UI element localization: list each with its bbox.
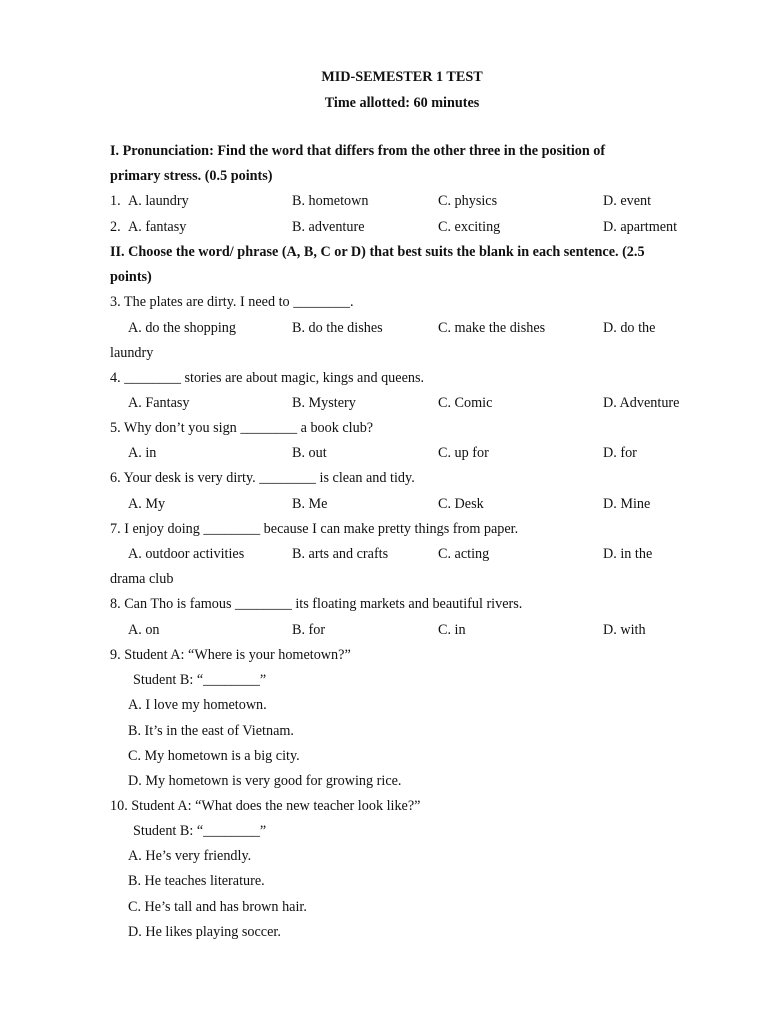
option-d: D. for bbox=[603, 445, 637, 461]
option-b: B. out bbox=[292, 445, 327, 461]
option-a: A. My bbox=[128, 496, 166, 512]
option-c: C. up for bbox=[438, 445, 489, 461]
option-d: D. apartment bbox=[603, 219, 678, 235]
option-d: D. do the bbox=[603, 320, 656, 336]
option-a: A. Fantasy bbox=[128, 395, 190, 411]
option-d: D. in the bbox=[603, 546, 653, 562]
option-b: B. It’s in the east of Vietnam. bbox=[128, 723, 294, 739]
option-d-wrap: laundry bbox=[110, 345, 154, 361]
option-a: A. I love my hometown. bbox=[128, 697, 267, 713]
option-d: D. Mine bbox=[603, 496, 651, 512]
question-stem: 5. Why don’t you sign ________ a book club? bbox=[110, 420, 374, 436]
question-stem: 7. I enjoy doing ________ because I can make pretty things from paper. bbox=[110, 521, 519, 537]
option-d: D. Adventure bbox=[603, 395, 680, 411]
option-d-wrap: drama club bbox=[110, 571, 174, 587]
option-b: B. arts and crafts bbox=[292, 546, 389, 562]
option-c: C. physics bbox=[438, 193, 498, 209]
section2-heading-cont: points) bbox=[110, 269, 152, 285]
option-a: A. laundry bbox=[128, 193, 189, 209]
option-b: B. do the dishes bbox=[292, 320, 383, 336]
option-d: D. with bbox=[603, 622, 646, 638]
option-c: C. He’s tall and has brown hair. bbox=[128, 899, 307, 915]
question-stem: 8. Can Tho is famous ________ its floating markets and beautiful rivers. bbox=[110, 596, 523, 612]
option-b: B. for bbox=[292, 622, 326, 638]
section2-heading: II. Choose the word/ phrase (A, B, C or D) that best suits the blank in each sentence. (2.5 bbox=[110, 244, 645, 260]
option-b: B. adventure bbox=[292, 219, 365, 235]
option-c: C. exciting bbox=[438, 219, 501, 235]
option-b: B. He teaches literature. bbox=[128, 873, 265, 889]
option-d: D. event bbox=[603, 193, 652, 209]
option-a: A. outdoor activities bbox=[128, 546, 245, 562]
student-b-line: Student B: “________” bbox=[133, 672, 267, 688]
option-c: C. in bbox=[438, 622, 466, 638]
option-b: B. hometown bbox=[292, 193, 369, 209]
test-title: MID-SEMESTER 1 TEST bbox=[321, 69, 483, 85]
option-d: D. He likes playing soccer. bbox=[128, 924, 281, 940]
option-d: D. My hometown is very good for growing rice. bbox=[128, 773, 402, 789]
option-a: A. He’s very friendly. bbox=[128, 848, 252, 864]
option-c: C. Desk bbox=[438, 496, 484, 512]
option-a: A. fantasy bbox=[128, 219, 187, 235]
question-stem: 6. Your desk is very dirty. ________ is clean and tidy. bbox=[110, 470, 415, 486]
option-a: A. do the shopping bbox=[128, 320, 236, 336]
question-stem: 3. The plates are dirty. I need to ________. bbox=[110, 294, 354, 310]
student-b-line: Student B: “________” bbox=[133, 823, 267, 839]
option-a: A. on bbox=[128, 622, 160, 638]
time-allotted: Time allotted: 60 minutes bbox=[324, 95, 480, 111]
option-a: A. in bbox=[128, 445, 157, 461]
option-c: C. My hometown is a big city. bbox=[128, 748, 300, 764]
question-stem: 10. Student A: “What does the new teacher look like?” bbox=[110, 798, 421, 814]
question-number: 2. bbox=[110, 219, 121, 235]
option-b: B. Me bbox=[292, 496, 328, 512]
option-b: B. Mystery bbox=[292, 395, 356, 411]
question-number: 1. bbox=[110, 193, 121, 209]
section1-heading: I. Pronunciation: Find the word that differs from the other three in the position of bbox=[110, 143, 606, 159]
option-c: C. Comic bbox=[438, 395, 493, 411]
question-stem: 4. ________ stories are about magic, kings and queens. bbox=[110, 370, 425, 386]
section1-heading-cont: primary stress. (0.5 points) bbox=[110, 168, 273, 184]
option-c: C. make the dishes bbox=[438, 320, 546, 336]
question-stem: 9. Student A: “Where is your hometown?” bbox=[110, 647, 351, 663]
option-c: C. acting bbox=[438, 546, 490, 562]
